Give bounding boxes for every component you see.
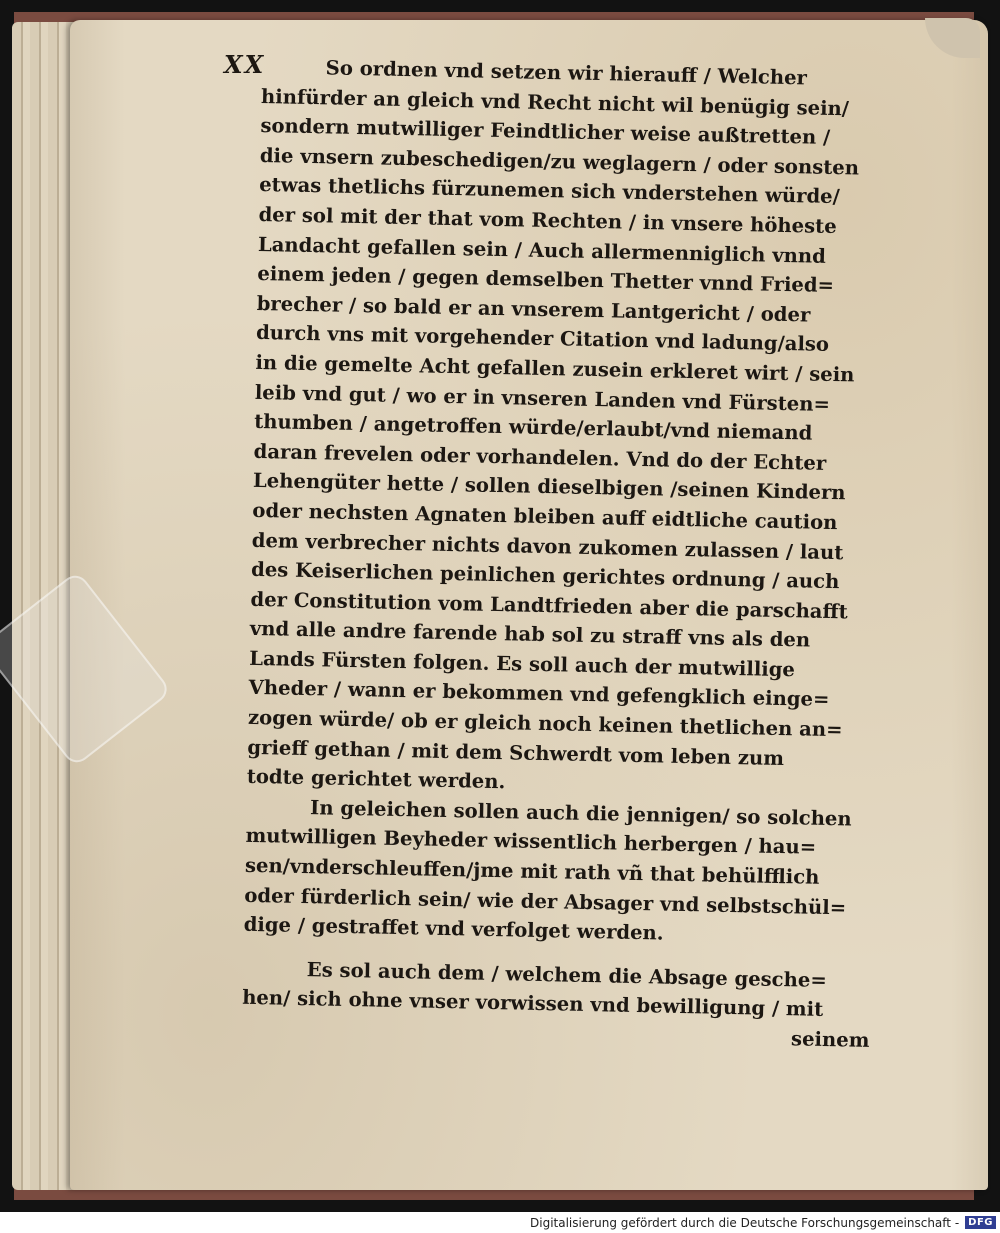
text-line: dige / gestraffet vnd verfolget werden. (243, 913, 664, 945)
text-line: in die gemelte Acht gefallen zusein erkleret wirt / sein (255, 350, 855, 387)
text-line: zogen würde/ ob er gleich noch keinen thetlichen an= (247, 705, 843, 742)
text-line: oder fürderlich sein/ wie der Absager vnd selbstschül= (244, 883, 847, 920)
text-line: grieff gethan / mit dem Schwerdt vom leben zum (247, 735, 785, 770)
text-line: brecher / so bald er an vnserem Lantgericht / oder (256, 291, 811, 327)
text-line: dem verbrecher nichts davon zukomen zulassen / laut (251, 528, 844, 564)
page-corner (925, 18, 980, 58)
text-line: Vheder / wann er bekommen vnd gefengklich einge= (248, 676, 830, 712)
text-line: Lehengüter hette / sollen dieselbigen /seinen Kindern (252, 469, 846, 505)
text-line: So ordnen vnd setzen wir hierauff / Welcher (325, 56, 808, 90)
text-line: thumben / angetroffen würde/erlaubt/vnd niemand (254, 410, 813, 445)
text-line: todte gerichtet werden. (246, 765, 506, 794)
text-line: Landacht gefallen sein / Auch allermenniglich vnnd (257, 232, 827, 268)
text-line: Lands Fürsten folgen. Es soll auch der mutwillige (249, 646, 796, 682)
text-line: leib vnd gut / wo er in vnseren Landen vnd Fürsten= (254, 380, 831, 416)
text-line: hen/ sich ohne vnser vorwissen vnd bewilligung / mit (241, 986, 824, 1022)
page-text-block (241, 52, 902, 1056)
text-line: durch vns mit vorgehender Citation vnd ladung/also (255, 321, 830, 357)
text-line: sondern mutwilliger Feindtlicher weise außtretten / (260, 114, 831, 150)
text-line: vnd alle andre farende hab sol zu straff vns als den (249, 617, 811, 652)
text-line: der Constitution vom Landtfrieden aber die parschafft (250, 587, 848, 624)
text-line: oder nechsten Agnaten bleiben auff eidtliche caution (252, 498, 838, 535)
text-line: In geleichen sollen auch die jennigen/ so solchen (309, 796, 852, 831)
text-line: der sol mit der that vom Rechten / in vnsere höheste (258, 202, 837, 239)
page-folio-mark: XX (224, 50, 266, 79)
text-line: hinfürder an gleich vnd Recht nicht wil benügig sein/ (260, 84, 850, 120)
attribution-footer (0, 1212, 1000, 1233)
footer-text: Digitalisierung gefördert durch die Deutsche Forschungsgemeinschaft - (530, 1215, 960, 1230)
dfg-logo-icon: DFG (965, 1216, 996, 1229)
text-line: die vnsern zubeschedigen/zu weglagern / oder sonsten (259, 143, 860, 180)
text-line: etwas thetlichs fürzunemen sich vnderstehen würde/ (258, 173, 841, 209)
text-line: des Keiserlichen peinlichen gerichtes ordnung / auch (250, 557, 840, 594)
text-line: daran frevelen oder vorhandelen. Vnd do der Echter (253, 439, 827, 475)
text-line: Es sol auch dem / welchem die Absage gesche= (306, 957, 828, 992)
text-line: einem jeden / gegen demselben Thetter vnnd Fried= (257, 262, 835, 298)
text-line: sen/vnderschleuffen/jme mit rath vñ that behülfflich (244, 853, 820, 889)
text-line: mutwilligen Beyheder wissentlich herbergen / hau= (245, 824, 817, 860)
catchword: seinem (790, 1027, 870, 1052)
